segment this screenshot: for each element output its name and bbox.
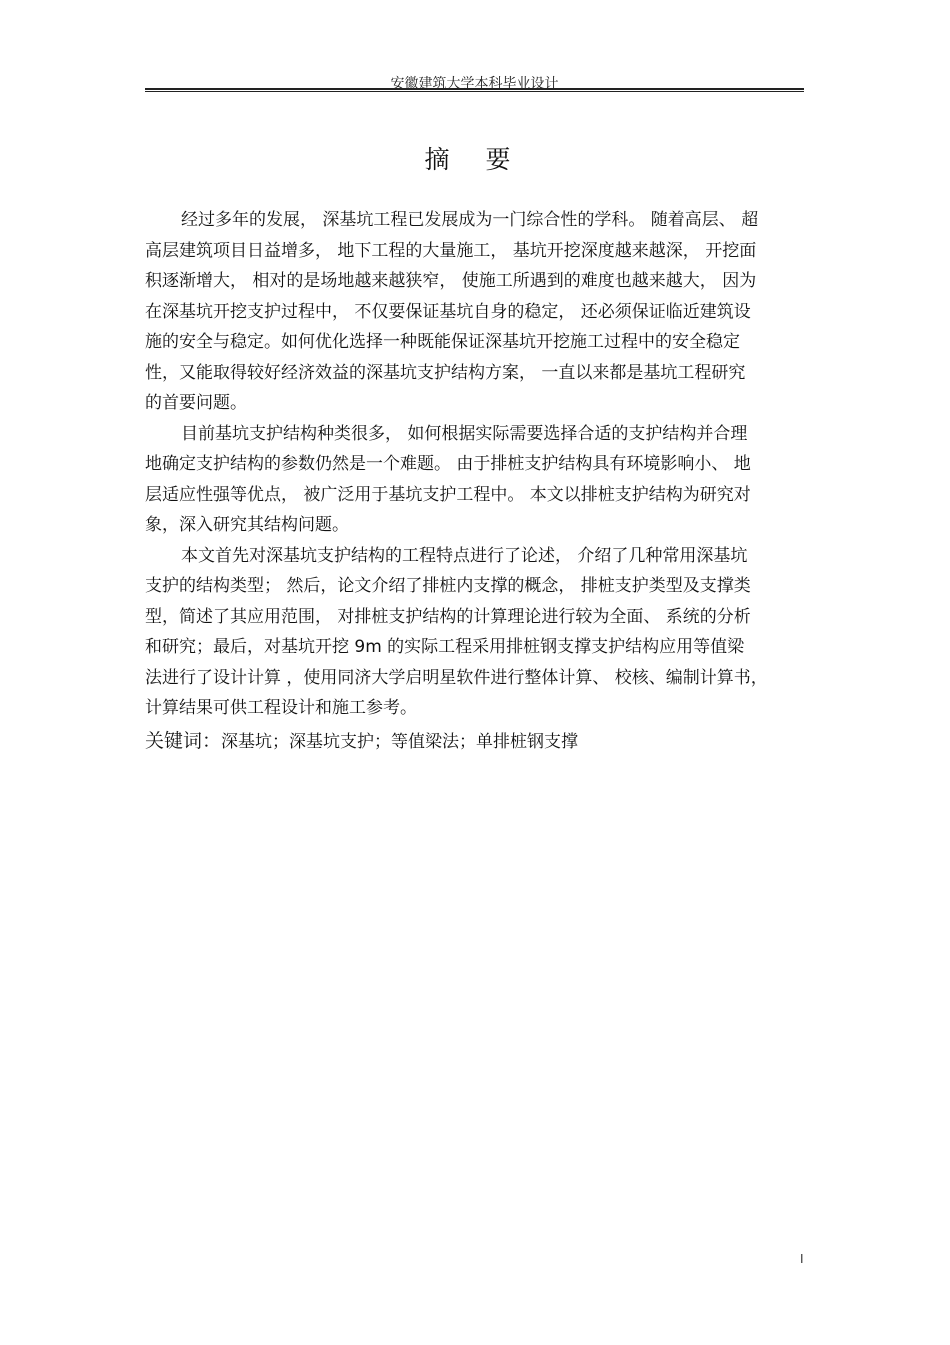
keywords-label: 关键词： [145, 729, 222, 752]
paragraph-1 [145, 205, 804, 419]
text-line: 法进行了设计计算 ，使用同济大学启明星软件进行整体计算、 校核、编制计算书， [145, 667, 768, 688]
text-line: 性，又能取得较好经济效益的深基坑支护结构方案， 一直以来都是基坑工程研究 [145, 362, 746, 383]
text-line: 支护的结构类型； 然后，论文介绍了排桩内支撑的概念， 排桩支护类型及支撑类 [145, 576, 751, 596]
text-line: 计算结果可供工程设计和施工参考。 [145, 698, 417, 718]
text-line: 高层建筑项目日益增多， 地下工程的大量施工， 基坑开挖深度越来越深， 开挖面 [145, 240, 757, 261]
keywords-line [145, 724, 804, 758]
text-line: 经过多年的发展， 深基坑工程已发展成为一门综合性的学科。 随着高层、 超 [181, 210, 759, 230]
text-line: 层适应性强等优点， 被广泛用于基坑支护工程中。 本文以排桩支护结构为研究对 [145, 484, 751, 505]
header-rule-thin [145, 91, 804, 92]
paragraph-2 [145, 419, 804, 541]
text-line: 施的安全与稳定。如何优化选择一种既能保证深基坑开挖施工过程中的安全稳定 [145, 332, 740, 352]
paragraph-3 [145, 541, 804, 724]
text-line: 象，深入研究其结构问题。 [145, 515, 349, 535]
text-line: 的首要问题。 [145, 393, 247, 413]
text-line: 积逐渐增大， 相对的是场地越来越狭窄， 使施工所遇到的难度也越来越大， 因为 [145, 271, 757, 291]
header-rule-thick [145, 88, 804, 90]
page-header: 安徽建筑大学本科毕业设计 [390, 76, 559, 92]
text-line: 在深基坑开挖支护过程中， 不仅要保证基坑自身的稳定， 还必须保证临近建筑设 [145, 301, 751, 322]
page-number: I [800, 1252, 804, 1266]
text-line: 目前基坑支护结构种类很多， 如何根据实际需要选择合适的支护结构并合理 [181, 423, 748, 444]
abstract-body [145, 205, 804, 758]
keywords-text: 深基坑；深基坑支护；等值梁法；单排桩钢支撑 [221, 731, 579, 752]
text-line: 地确定支护结构的参数仍然是一个难题。 由于排桩支护结构具有环境影响小、 地 [145, 454, 751, 474]
text-line: 本文首先对深基坑支护结构的工程特点进行了论述， 介绍了几种常用深基坑 [181, 545, 748, 566]
text-line: 和研究；最后，对基坑开挖 9m 的实际工程采用排桩钢支撑支护结构应用等值梁 [145, 637, 745, 657]
abstract-title: 摘 要 [424, 145, 525, 174]
text-line: 型，简述了其应用范围， 对排桩支护结构的计算理论进行较为全面、 系统的分析 [145, 606, 751, 627]
